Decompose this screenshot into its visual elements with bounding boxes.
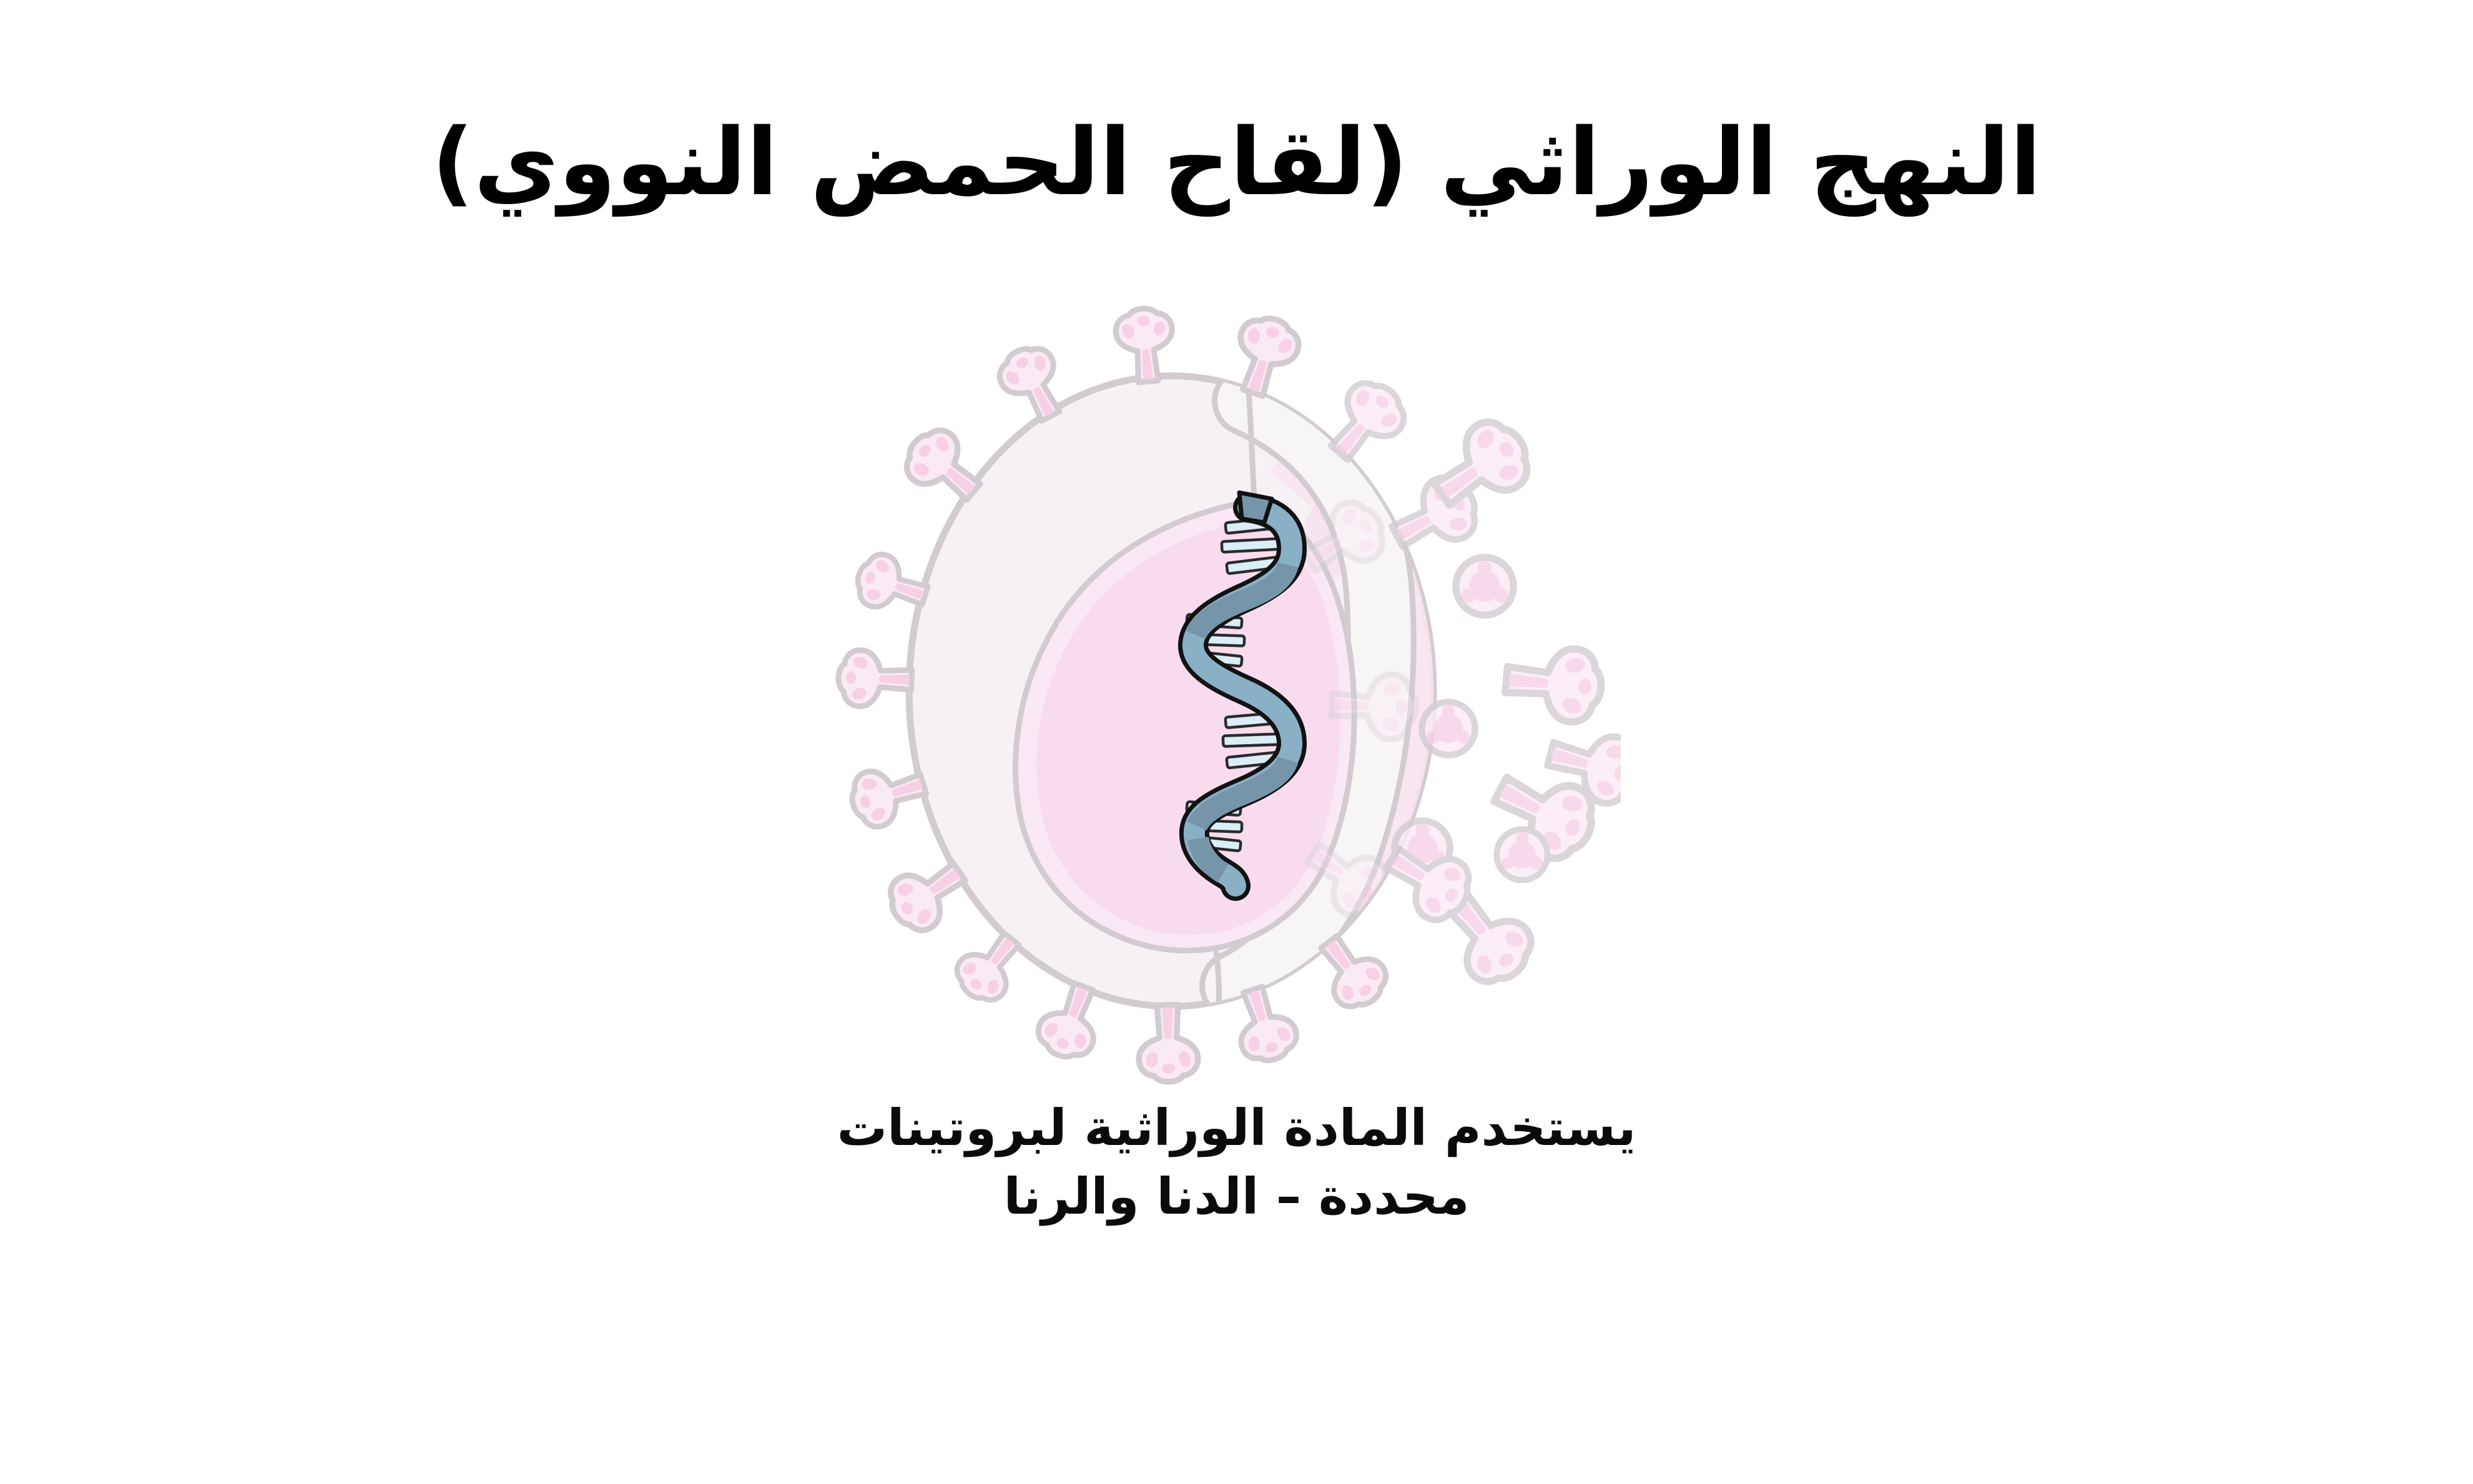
spike-icon bbox=[1114, 307, 1176, 384]
spike-top-view-icon bbox=[1456, 558, 1514, 616]
base-pair-rung bbox=[1222, 539, 1281, 553]
slide-title: النهج الوراثي (لقاح الحمض النووي) bbox=[431, 109, 2042, 216]
virus-illustration bbox=[784, 292, 1621, 1122]
caption-line-2: محددة – الدنا والرنا bbox=[1003, 1167, 1470, 1226]
membrane-seam-bottom bbox=[1216, 952, 1219, 1003]
spike-icon bbox=[837, 649, 912, 708]
spike-top-view-icon bbox=[1422, 702, 1475, 755]
spike-icon bbox=[1503, 643, 1605, 724]
caption-text bbox=[0, 1094, 2473, 1232]
caption-line-1: يستخدم المادة الوراثية لبروتينات bbox=[837, 1099, 1636, 1157]
spike-icon bbox=[1138, 1005, 1199, 1082]
helix-top-fold bbox=[1239, 493, 1272, 523]
base-pair-rung bbox=[1223, 734, 1282, 746]
spike-top-view-icon bbox=[1497, 829, 1547, 880]
